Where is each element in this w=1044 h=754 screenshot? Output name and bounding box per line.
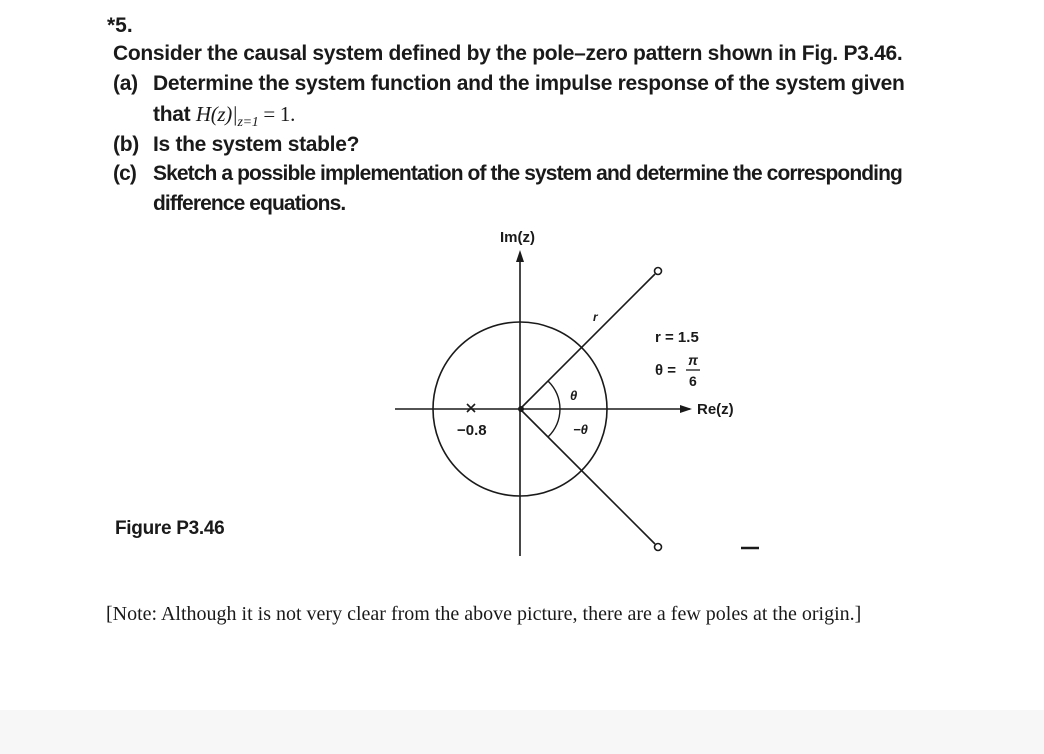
theta-prefix-label: θ = [655, 362, 677, 379]
problem-number: *5. [107, 14, 133, 37]
angle-label-lower: −θ [573, 422, 588, 437]
origin-pole [518, 406, 524, 412]
radius-line-upper [520, 274, 655, 409]
angle-label-upper: θ [570, 388, 578, 403]
angle-arc-upper [548, 381, 560, 409]
part-a-math-suffix: = 1. [258, 102, 296, 126]
re-axis-arrow [680, 405, 692, 413]
part-a-line1: Determine the system function and the impulse response of the system given [153, 72, 905, 95]
theta-denominator: 6 [689, 373, 697, 389]
angle-arc-lower [548, 409, 560, 437]
zero-marker-lower [655, 544, 662, 551]
zero-marker-upper [655, 268, 662, 275]
part-b-label: (b) [113, 133, 139, 156]
part-c-line2: difference equations. [153, 192, 346, 215]
theta-numerator: π [688, 352, 698, 368]
part-a-line2-prefix: that [153, 103, 191, 126]
part-c-label: (c) [113, 162, 136, 185]
part-a-label: (a) [113, 72, 138, 95]
im-axis-label: Im(z) [500, 229, 535, 246]
im-axis-arrow [516, 250, 524, 262]
pole-label: −0.8 [457, 422, 487, 439]
part-b-line1: Is the system stable? [153, 133, 360, 156]
note-text: [Note: Although it is not very clear from the above picture, there are a few poles at the origin.] [106, 603, 862, 625]
pole-marker [467, 404, 475, 412]
part-a-math-sub: z=1 [237, 115, 259, 131]
part-a-math: H(z)| [195, 102, 238, 126]
re-axis-label: Re(z) [697, 401, 734, 418]
bottom-bar [0, 710, 1044, 754]
radius-label: r [593, 310, 598, 324]
problem-intro: Consider the causal system defined by the pole–zero pattern shown in Fig. P3.46. [113, 42, 903, 65]
figure-caption: Figure P3.46 [115, 518, 225, 539]
part-c-line1: Sketch a possible implementation of the system and determine the corresponding [153, 162, 902, 185]
r-value-label: r = 1.5 [655, 329, 699, 346]
